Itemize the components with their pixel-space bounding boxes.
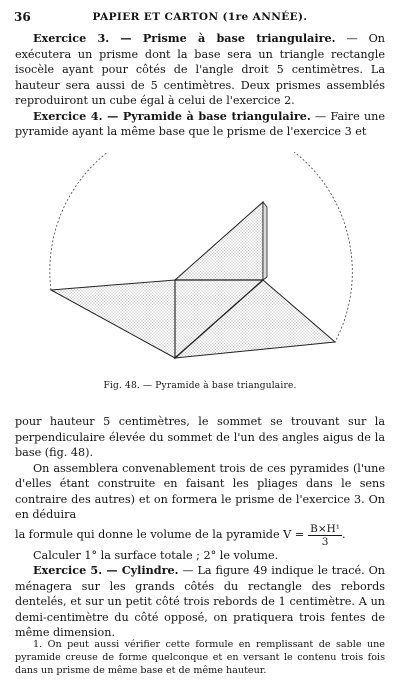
- construction-arc-right: [335, 252, 352, 342]
- exercise-3-text: — On exécutera un prisme dont la base sera un triangle rectangle isocèle ayant pour côtés de l'angle droit 5 centimètres. La hauteur sera aussi de 5 centimètres. Deux prismes assemblés reproduiront un cube égal à celui de l'exercice 2.: [15, 32, 385, 107]
- exercise-5-title: Exercice 5. — Cylindre.: [33, 563, 179, 577]
- exercise-3-paragraph: [15, 31, 385, 109]
- exercise-3-and-4: [15, 31, 385, 140]
- running-head: PAPIER ET CARTON (1re ANNÉE).: [92, 11, 308, 23]
- exercise-5-text: — La figure 49 indique le tracé. On ménagera sur les grands côtés du rectangle des rebords dentelés, et sur un petit côté trois rebords de 1 centimètre. A un demi-centimètre du côté opposé, on pratiquera trois fentes de même dimension.: [15, 564, 386, 639]
- main-text-continued: [15, 414, 385, 641]
- figure-caption: Fig. 48. — Pyramide à base triangulaire.: [103, 381, 297, 391]
- page-number: 36: [14, 10, 31, 24]
- glue-tab: [263, 202, 267, 280]
- formula-numerator: B×H¹: [310, 522, 341, 535]
- paragraph-assembly: On assemblera convenablement trois de ces pyramides (l'une d'elles étant construite en faisant les pliages dans le sens contraire des autres) et on formera le prisme de l'exercice 3. On en déduira: [15, 461, 385, 521]
- footnote-text: 1. On peut aussi vérifier cette formule en remplissant de sable une pyramide creuse de forme quelconque et en versant le contenu trois fois dans un prisme de même base et de même hauteur.: [15, 639, 385, 676]
- exercise-5-paragraph: [15, 563, 385, 641]
- formula-end: .: [342, 528, 346, 542]
- page-header: [14, 10, 386, 26]
- top-face: [175, 202, 263, 280]
- figure-48: [15, 152, 385, 402]
- paragraph-height: pour hauteur 5 centimètres, le sommet se trouvant sur la perpendiculaire élevée du sommet de l'un des angles aigus de la base (fig. 48).: [15, 415, 385, 459]
- pyramid-net-illustration: [15, 152, 385, 377]
- paragraph-calculate: Calculer 1° la surface totale ; 2° le volume.: [33, 548, 279, 562]
- formula-text: la formule qui donne le volume de la pyramide V =: [15, 528, 305, 542]
- formula-line: [15, 523, 385, 548]
- footnote: [15, 638, 385, 677]
- left-face: [51, 280, 175, 358]
- volume-formula: [308, 523, 342, 548]
- exercise-4-title: Exercice 4. — Pyramide à base triangulaire.: [33, 108, 311, 123]
- exercise-3-title: Exercice 3. — Prisme à base triangulaire.: [33, 31, 336, 45]
- exercise-4-text: — Faire une pyramide ayant la même base que le prisme de l'exercice 3 et: [15, 109, 385, 138]
- formula-denominator: 3: [321, 535, 329, 548]
- exercise-4-paragraph: [15, 109, 385, 140]
